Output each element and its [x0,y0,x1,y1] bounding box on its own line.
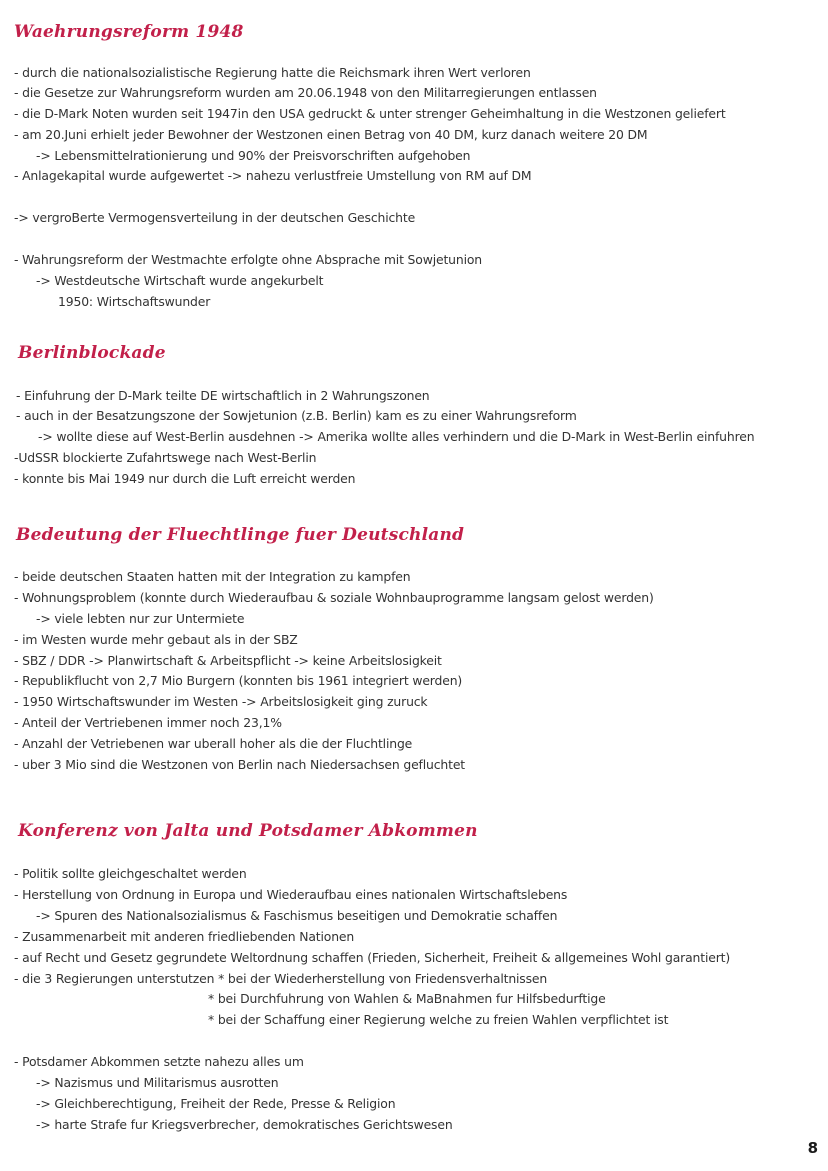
note-line: - Anlagekapital wurde aufgewertet -> nahezu verlustfreie Umstellung von RM auf DM [14,168,532,183]
note-line: -> wollte diese auf West-Berlin ausdehnen -> Amerika wollte alles verhindern und die D-Mark in West-Berlin einfuhren [38,429,755,444]
section-title-berlinblockade: Berlinblockade [18,343,166,363]
note-line: - Herstellung von Ordnung in Europa und Wiederaufbau eines nationalen Wirtschaftslebens [14,887,568,902]
note-line: -> vergroBerte Vermogensverteilung in der deutschen Geschichte [14,210,416,225]
note-line: - die 3 Regierungen unterstutzen * bei der Wiederherstellung von Friedensverhaltnissen [14,971,548,986]
note-line: - auf Recht und Gesetz gegrundete Weltordnung schaffen (Frieden, Sicherheit, Freiheit & allgemeines Wohl garantiert) [14,950,731,965]
note-line: -> Lebensmittelrationierung und 90% der Preisvorschriften aufgehoben [36,148,471,163]
note-line: - im Westen wurde mehr gebaut als in der SBZ [14,632,298,647]
note-line: - Anzahl der Vetriebenen war uberall hoher als die der Fluchtlinge [14,736,413,751]
note-line: - SBZ / DDR -> Planwirtschaft & Arbeitspflicht -> keine Arbeitslosigkeit [14,653,442,668]
note-line: - Wohnungsproblem (konnte durch Wiederaufbau & soziale Wohnbauprogramme langsam gelost werden) [14,590,654,605]
section-title-waehrungsreform: Waehrungsreform 1948 [14,22,244,42]
note-line: * bei der Schaffung einer Regierung welche zu freien Wahlen verpflichtet ist [208,1012,669,1027]
note-line: -> harte Strafe fur Kriegsverbrecher, demokratisches Gerichtswesen [36,1117,453,1132]
note-line: - auch in der Besatzungszone der Sowjetunion (z.B. Berlin) kam es zu einer Wahrungsreform [16,408,577,423]
note-line: - die Gesetze zur Wahrungsreform wurden am 20.06.1948 von den Militarregierungen entlassen [14,85,597,100]
note-line: -> Gleichberechtigung, Freiheit der Rede, Presse & Religion [36,1096,396,1111]
note-line: - Republikflucht von 2,7 Mio Burgern (konnten bis 1961 integriert werden) [14,673,463,688]
note-line: - Politik sollte gleichgeschaltet werden [14,866,247,881]
note-line: * bei Durchfuhrung von Wahlen & MaBnahmen fur Hilfsbedurftige [208,991,606,1006]
note-line: - am 20.Juni erhielt jeder Bewohner der Westzonen einen Betrag von 40 DM, kurz danach weitere 20 DM [14,127,648,142]
note-line: 1950: Wirtschaftswunder [58,294,211,309]
note-line: - die D-Mark Noten wurden seit 1947in den USA gedruckt & unter strenger Geheimhaltung in die Westzonen geliefert [14,106,726,121]
note-line: - Einfuhrung der D-Mark teilte DE wirtschaftlich in 2 Wahrungszonen [16,388,430,403]
note-line: -UdSSR blockierte Zufahrtswege nach West-Berlin [14,450,317,465]
note-line: -> viele lebten nur zur Untermiete [36,611,245,626]
section-title-jalta-potsdam: Konferenz von Jalta und Potsdamer Abkommen [18,821,478,841]
note-line: - Potsdamer Abkommen setzte nahezu alles um [14,1054,304,1069]
note-line: - Zusammenarbeit mit anderen friedliebenden Nationen [14,929,355,944]
note-line: -> Westdeutsche Wirtschaft wurde angekurbelt [36,273,324,288]
note-line: - uber 3 Mio sind die Westzonen von Berlin nach Niedersachsen gefluchtet [14,757,465,772]
page-number: 8 [807,1139,818,1157]
note-line: - Anteil der Vertriebenen immer noch 23,1% [14,715,282,730]
note-line: -> Spuren des Nationalsozialismus & Faschismus beseitigen und Demokratie schaffen [36,908,558,923]
section-title-fluechtlinge: Bedeutung der Fluechtlinge fuer Deutschland [16,525,465,545]
note-line: - 1950 Wirtschaftswunder im Westen -> Arbeitslosigkeit ging zuruck [14,694,428,709]
note-line: - Wahrungsreform der Westmachte erfolgte ohne Absprache mit Sowjetunion [14,252,482,267]
note-line: - beide deutschen Staaten hatten mit der Integration zu kampfen [14,569,411,584]
note-line: - konnte bis Mai 1949 nur durch die Luft erreicht werden [14,471,356,486]
note-line: - durch die nationalsozialistische Regierung hatte die Reichsmark ihren Wert verloren [14,65,531,80]
note-line: -> Nazismus und Militarismus ausrotten [36,1075,279,1090]
